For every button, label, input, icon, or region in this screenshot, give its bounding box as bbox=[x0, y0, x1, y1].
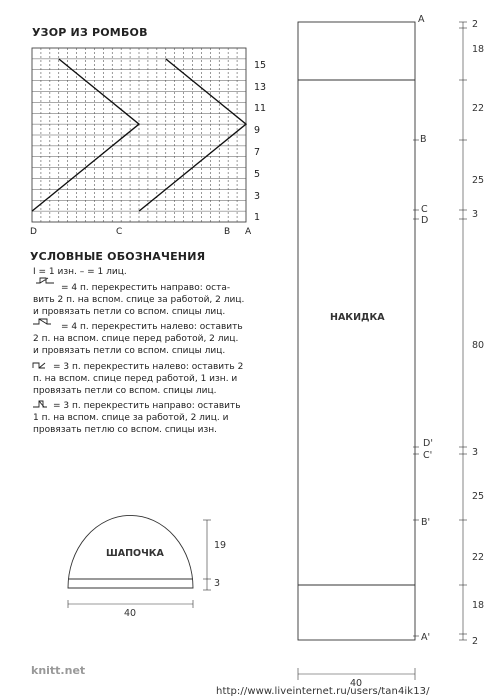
point-b: B bbox=[420, 134, 427, 145]
col-label-a: A bbox=[245, 227, 252, 237]
point-a-prime: A' bbox=[421, 632, 431, 643]
hat-band-dim: 3 bbox=[214, 578, 221, 589]
cape-diagram bbox=[298, 22, 467, 680]
row-number: 9 bbox=[254, 125, 261, 136]
pattern-chart bbox=[32, 48, 246, 222]
legend-item-2: вить 2 п. на вспом. спице за работой, 2 лиц. bbox=[33, 295, 245, 305]
point-a: A bbox=[418, 14, 425, 25]
col-label-b: B bbox=[224, 227, 231, 237]
col-label-d: D bbox=[30, 227, 37, 237]
legend-item-5: 2 п. на вспом. спице перед работой, 2 лиц. bbox=[33, 334, 239, 344]
legend-item-1: = 4 п. перекрестить направо: оста- bbox=[61, 283, 231, 293]
row-number: 11 bbox=[254, 103, 267, 114]
cape-dim-value: 18 bbox=[472, 44, 485, 55]
source-url[interactable]: http://www.liveinternet.ru/users/tan4ik13/ bbox=[216, 686, 430, 697]
cape-dim-value: 25 bbox=[472, 491, 485, 502]
cape-dim-value: 3 bbox=[472, 447, 479, 458]
legend-item-7: = 3 п. перекрестить налево: оставить 2 bbox=[53, 362, 244, 372]
cape-dim-value: 18 bbox=[472, 600, 485, 611]
point-b-prime: B' bbox=[421, 517, 431, 528]
cape-label: НАКИДКА bbox=[330, 312, 385, 323]
row-number: 13 bbox=[254, 82, 267, 93]
legend-item-4: = 4 п. перекрестить налево: оставить bbox=[61, 322, 243, 332]
cape-width-dim: 40 bbox=[350, 678, 363, 689]
legend-title: УСЛОВНЫЕ ОБОЗНАЧЕНИЯ bbox=[30, 250, 206, 263]
point-d-prime: D' bbox=[423, 438, 433, 449]
legend-item-9: провязать петли со вспом. спицы лиц. bbox=[33, 386, 217, 396]
hat-height-dim: 19 bbox=[214, 540, 227, 551]
hat-label: ШАПОЧКА bbox=[106, 548, 164, 559]
legend-item-8: п. на вспом. спице перед работой, 1 изн. и bbox=[33, 374, 238, 384]
legend-item-10: = 3 п. перекрестить направо: оставить bbox=[53, 401, 241, 411]
cape-dim-value: 80 bbox=[472, 340, 485, 351]
point-c: C bbox=[421, 204, 428, 215]
legend-item-3: и провязать петли со вспом. спицы лиц. bbox=[33, 307, 226, 317]
legend-item-6: и провязать петли со вспом. спицы лиц. bbox=[33, 346, 226, 356]
row-number: 7 bbox=[254, 147, 261, 158]
col-label-c: C bbox=[116, 227, 123, 237]
row-number: 5 bbox=[254, 169, 261, 180]
point-d: D bbox=[421, 215, 429, 226]
cape-dim-value: 2 bbox=[472, 636, 479, 647]
row-number: 15 bbox=[254, 60, 267, 71]
legend-item-12: провязать петлю со вспом. спицы изн. bbox=[33, 425, 218, 435]
legend-item-11: 1 п. на вспом. спице за работой, 2 лиц. и bbox=[33, 413, 229, 423]
row-number: 1 bbox=[254, 212, 261, 223]
cape-dim-value: 22 bbox=[472, 103, 485, 114]
row-number: 3 bbox=[254, 191, 261, 202]
cape-dim-value: 22 bbox=[472, 552, 485, 563]
cape-dim-value: 25 bbox=[472, 175, 485, 186]
hat-diagram bbox=[68, 515, 211, 608]
legend-item-0: I = 1 изн. – = 1 лиц. bbox=[33, 267, 127, 277]
hat-width-dim: 40 bbox=[124, 608, 137, 619]
pattern-title: УЗОР ИЗ РОМБОВ bbox=[32, 26, 148, 39]
site-brand: knitt.net bbox=[31, 664, 86, 677]
cape-dim-value: 2 bbox=[472, 19, 479, 30]
point-c-prime: C' bbox=[423, 450, 433, 461]
cape-dim-value: 3 bbox=[472, 209, 479, 220]
